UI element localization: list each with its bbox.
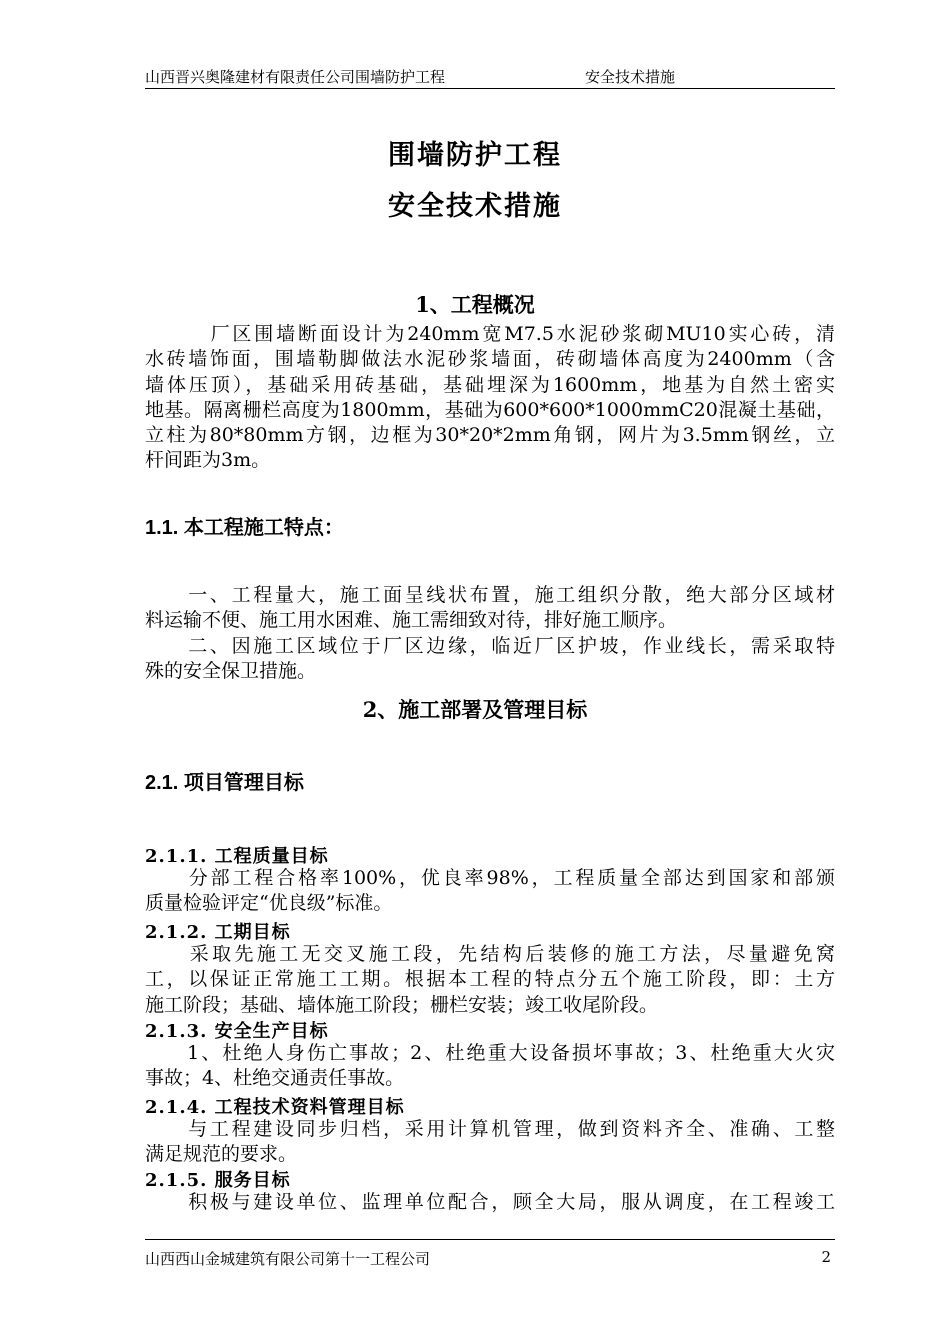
document-title-line2: 安全技术措施 [388, 191, 562, 222]
goal-quality-text [145, 866, 835, 917]
paragraph-line: 立柱为80*80mm方钢，边框为30*20*2mm角钢，网片为3.5mm钢丝，立 [145, 424, 835, 447]
section-2-heading: 2、施工部署及管理目标 [362, 697, 588, 722]
paragraph-line: 施工阶段；基础、墙体施工阶段；栅栏安装；竣工收尾阶段。 [145, 993, 659, 1016]
goal-service-heading: 2.1.5. 服务目标 [145, 1170, 291, 1191]
goal-schedule-text [145, 942, 835, 1018]
paragraph-line: 采取先施工无交叉施工段，先结构后装修的施工方法，尽量避免窝 [145, 943, 835, 965]
paragraph-line: 厂区围墙断面设计为240mm宽M7.5水泥砂浆砌MU10实心砖，清 [145, 323, 835, 345]
paragraph-line: 分部工程合格率100%，优良率98%，工程质量全部达到国家和部颁 [145, 867, 835, 889]
page-number: 2 [821, 1248, 831, 1266]
section-1-1-paragraph [145, 583, 835, 684]
header-company-project: 山西晋兴奥隆建材有限责任公司围墙防护工程 [145, 68, 446, 86]
header-doc-type: 安全技术措施 [585, 68, 676, 86]
paragraph-line: 一、工程量大，施工面呈线状布置，施工组织分散，绝大部分区域材 [145, 584, 835, 606]
paragraph-line: 墙体压顶），基础采用砖基础，基础埋深为1600mm，地基为自然土密实 [145, 373, 835, 396]
section-1-paragraph [145, 322, 835, 474]
goal-service-text [145, 1190, 835, 1215]
goal-technical-docs-text [145, 1117, 835, 1168]
paragraph-line: 殊的安全保卫措施。 [145, 659, 317, 682]
section-1-heading: 1、工程概况 [415, 292, 535, 317]
paragraph-line: 满足规范的要求。 [145, 1143, 298, 1166]
footer-company: 山西西山金城建筑有限公司第十一工程公司 [145, 1250, 431, 1268]
paragraph-line: 事故；4、杜绝交通责任事故。 [145, 1067, 405, 1090]
paragraph-line: 1、杜绝人身伤亡事故；2、杜绝重大设备损坏事故；3、杜绝重大火灾 [145, 1042, 835, 1064]
page-footer [145, 1239, 835, 1268]
paragraph-line: 与工程建设同步归档，采用计算机管理，做到资料齐全、准确、工整 [145, 1118, 835, 1140]
paragraph-line: 二、因施工区域位于厂区边缘，临近厂区护坡，作业线长，需采取特 [145, 634, 835, 657]
paragraph-line: 地基。隔离栅栏高度为1800mm，基础为600*600*1000mmC20混凝土基础， [145, 398, 835, 421]
goal-schedule-heading: 2.1.2. 工期目标 [145, 922, 291, 943]
section-2-1-heading: 2.1. 项目管理目标 [145, 772, 304, 794]
goal-safety-text [145, 1041, 835, 1092]
page-header [145, 64, 835, 89]
goal-quality-heading: 2.1.1. 工程质量目标 [145, 846, 329, 867]
paragraph-line: 水砖墙饰面，围墙勒脚做法水泥砂浆墙面，砖砌墙体高度为2400mm（含 [145, 348, 835, 371]
goal-technical-docs-heading: 2.1.4. 工程技术资料管理目标 [145, 1097, 405, 1118]
paragraph-line: 质量检验评定“优良级”标准。 [145, 892, 393, 915]
paragraph-line: 工，以保证正常施工工期。根据本工程的特点分五个施工阶段，即：土方 [145, 968, 835, 991]
section-1-1-heading: 1.1. 本工程施工特点： [145, 517, 344, 539]
goal-safety-heading: 2.1.3. 安全生产目标 [145, 1021, 329, 1042]
paragraph-line: 料运输不便、施工用水困难、施工需细致对待，排好施工顺序。 [145, 609, 678, 632]
paragraph-line: 积极与建设单位、监理单位配合，顾全大局，服从调度，在工程竣工 [145, 1191, 835, 1213]
document-title-line1: 围墙防护工程 [388, 140, 562, 171]
paragraph-line: 杆间距为3m。 [145, 449, 271, 472]
